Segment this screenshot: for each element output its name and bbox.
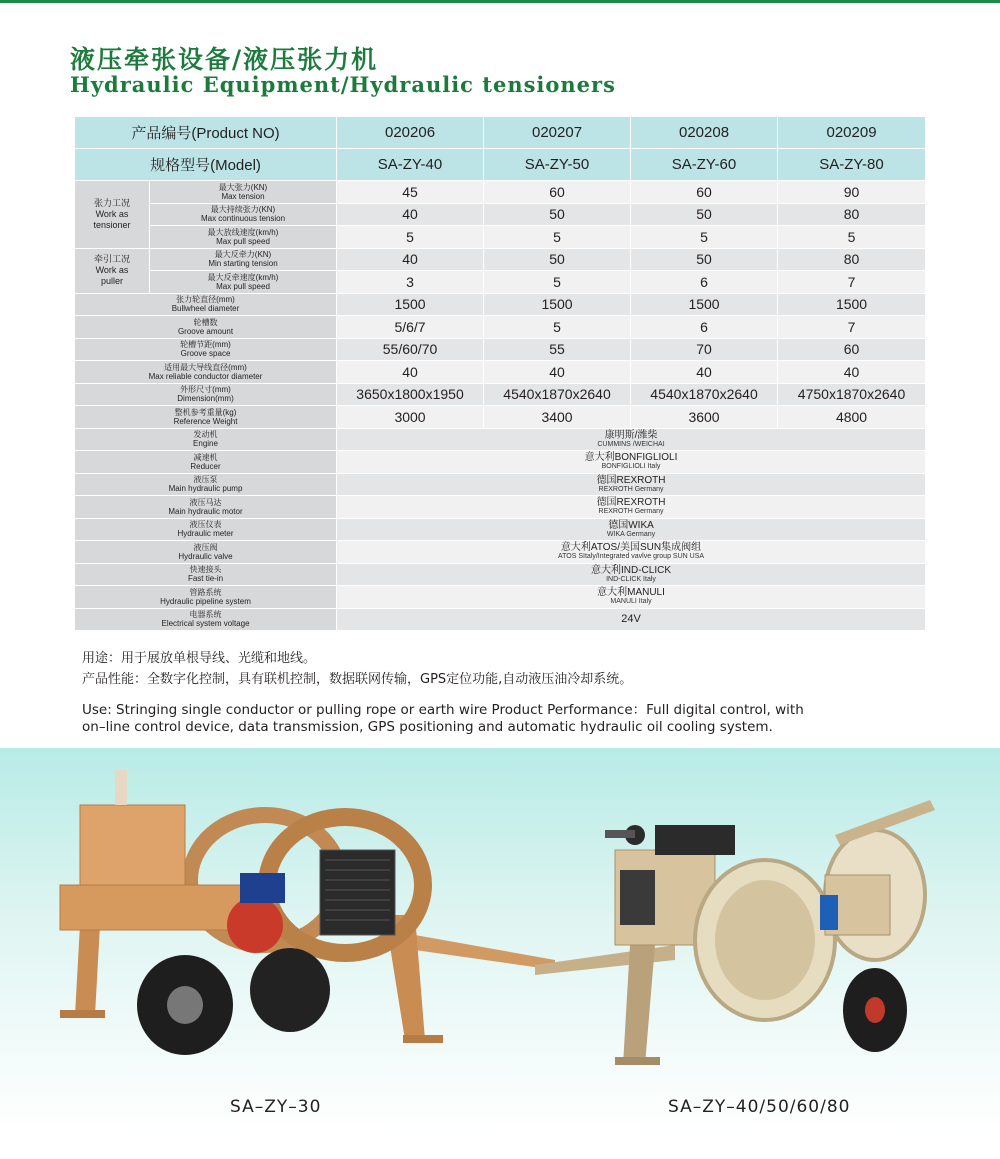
page-title-en: Hydraulic Equipment/Hydraulic tensioners [70, 72, 616, 97]
machine-sa-zy-40-80-image [535, 795, 945, 1075]
table-row [75, 293, 926, 316]
component-value-en: REXROTH Germany [598, 508, 664, 516]
row-label-cn: 整机参考重量(kg) [174, 407, 237, 417]
row-label-cn: 适用最大导线直径(mm) [164, 362, 247, 372]
header-row-product-no [75, 117, 926, 149]
value-cell: 5 [778, 226, 926, 249]
table-row [75, 451, 926, 474]
value-cell: 60 [484, 181, 631, 204]
table-row [75, 608, 926, 631]
row-label-en: Bullwheel diameter [171, 304, 240, 314]
value-cell: 40 [778, 361, 926, 384]
row-label-en: Max pull speed [216, 281, 270, 291]
value-cell: 4800 [778, 406, 926, 429]
row-label [75, 428, 337, 451]
value-cell: 90 [778, 181, 926, 204]
table-row [75, 496, 926, 519]
value-cell: 50 [631, 203, 778, 226]
value-cell: 3 [337, 271, 484, 294]
usage-text-cn: 用途：用于展放单根导线、光缆和地线。 [82, 651, 317, 666]
table-row [75, 473, 926, 496]
row-label-cn: 减速机 [193, 452, 218, 462]
row-label-en: Max reliable conductor diameter [148, 371, 263, 381]
model-cell: SA-ZY-80 [778, 149, 926, 181]
row-label [75, 473, 337, 496]
group-label-en: Work as [95, 208, 129, 219]
value-cell: 6 [631, 316, 778, 339]
table-row [75, 181, 926, 204]
product-no-cell: 020207 [484, 117, 631, 149]
value-cell: 3600 [631, 406, 778, 429]
row-label-en: Hydraulic valve [178, 551, 233, 561]
row-label-en: Min starting tension [208, 259, 278, 269]
row-label [75, 451, 337, 474]
table-row [75, 541, 926, 564]
row-label-cn: 轮槽节距(mm) [180, 340, 231, 350]
group-tensioner [75, 181, 150, 249]
component-cell [337, 586, 926, 609]
row-label-cn: 液压仪表 [189, 520, 222, 530]
row-label-cn: 最大反牵速度(km/h) [207, 272, 279, 282]
table-row [75, 271, 926, 294]
row-label-en: Hydraulic pipeline system [160, 596, 251, 606]
voltage-cell: 24V [337, 608, 926, 631]
row-label-cn: 管路系统 [189, 587, 222, 597]
product-no-cell: 020206 [337, 117, 484, 149]
table-row [75, 383, 926, 406]
component-cell [337, 496, 926, 519]
table-row [75, 518, 926, 541]
row-label [75, 586, 337, 609]
value-cell: 70 [631, 338, 778, 361]
row-label [75, 563, 337, 586]
product-no-cell: 020208 [631, 117, 778, 149]
value-cell: 45 [337, 181, 484, 204]
table-row [75, 248, 926, 271]
component-value-cn: 意大利MANULI [597, 587, 665, 599]
row-label-en: Main hydraulic motor [168, 506, 243, 516]
row-label [75, 361, 337, 384]
row-label [150, 248, 337, 271]
row-label [75, 338, 337, 361]
component-value-en: ATOS SItaly/Integrated vavlve group SUN USA [558, 553, 705, 561]
component-cell [337, 563, 926, 586]
caption-sa-zy-40-80: SA–ZY–40/50/60/80 [668, 1097, 851, 1117]
machine-sa-zy-30-image [55, 765, 575, 1065]
component-value-cn: 意大利BONFIGLIOLI [584, 452, 678, 464]
value-cell: 40 [337, 203, 484, 226]
row-label [150, 226, 337, 249]
group-puller [75, 248, 150, 293]
row-label-cn: 外形尺寸(mm) [180, 385, 231, 395]
table-row [75, 361, 926, 384]
component-value-en: CUMMINS /WEICHAI [597, 440, 665, 448]
table-row [75, 586, 926, 609]
component-value-en: IND-CLICK Italy [606, 575, 656, 583]
model-label: 规格型号(Model) [75, 149, 337, 181]
value-cell: 80 [778, 203, 926, 226]
model-cell: SA-ZY-60 [631, 149, 778, 181]
component-cell [337, 473, 926, 496]
row-label [150, 271, 337, 294]
row-label-cn: 液压马达 [189, 497, 222, 507]
value-cell: 1500 [337, 293, 484, 316]
value-cell: 5 [484, 316, 631, 339]
spec-table [74, 116, 926, 631]
component-value-cn: 康明斯/潍柴 [604, 429, 658, 441]
row-label-cn: 轮槽数 [193, 317, 218, 327]
row-label-cn: 电器系统 [189, 610, 222, 620]
value-cell: 60 [631, 181, 778, 204]
table-row [75, 338, 926, 361]
row-label [75, 608, 337, 631]
row-label-cn: 液压泵 [193, 475, 218, 485]
value-cell: 40 [337, 361, 484, 384]
row-label [150, 203, 337, 226]
component-value-cn: 意大利ATOS/美国SUN集成阀组 [560, 542, 702, 554]
value-cell: 6 [631, 271, 778, 294]
value-cell: 3400 [484, 406, 631, 429]
value-cell: 4540x1870x2640 [631, 383, 778, 406]
row-label-cn: 发动机 [193, 430, 218, 440]
row-label-cn: 张力轮直径(mm) [176, 295, 235, 305]
row-label-en: Fast tie-in [187, 574, 224, 584]
row-label-en: Max tension [221, 191, 265, 201]
value-cell: 40 [337, 248, 484, 271]
value-cell: 7 [778, 316, 926, 339]
row-label [75, 406, 337, 429]
value-cell: 5 [337, 226, 484, 249]
value-cell: 4540x1870x2640 [484, 383, 631, 406]
row-label-en: Max pull speed [216, 236, 270, 246]
component-value-cn: 德国WIKA [608, 519, 654, 531]
group-label-en: puller [100, 276, 123, 286]
row-label-en: Hydraulic meter [177, 529, 234, 539]
value-cell: 55 [484, 338, 631, 361]
product-no-label: 产品编号(Product NO) [75, 117, 337, 149]
row-label [75, 541, 337, 564]
component-value-cn: 德国REXROTH [596, 497, 666, 509]
row-label-en: Groove space [180, 349, 231, 359]
value-cell: 40 [631, 361, 778, 384]
caption-sa-zy-30: SA–ZY–30 [230, 1097, 322, 1117]
value-cell: 5 [631, 226, 778, 249]
row-label-cn: 最大放线速度(km/h) [207, 227, 279, 237]
row-label [75, 518, 337, 541]
row-label-en: Reducer [190, 461, 221, 471]
table-row [75, 406, 926, 429]
component-cell [337, 541, 926, 564]
row-label-en: Reference Weight [173, 416, 238, 426]
value-cell: 40 [484, 361, 631, 384]
value-cell: 5/6/7 [337, 316, 484, 339]
row-label-en: Max continuous tension [200, 214, 286, 224]
row-label [150, 181, 337, 204]
table-row [75, 428, 926, 451]
header-row-model [75, 149, 926, 181]
value-cell: 80 [778, 248, 926, 271]
table-row [75, 226, 926, 249]
row-label-en: Dimension(mm) [177, 394, 234, 404]
product-no-cell: 020209 [778, 117, 926, 149]
component-value-en: BONFIGLIOLI Italy [601, 463, 661, 471]
component-value-en: MANULI Italy [610, 598, 652, 606]
value-cell: 1500 [778, 293, 926, 316]
component-value-cn: 意大利IND-CLICK [591, 564, 672, 576]
model-cell: SA-ZY-50 [484, 149, 631, 181]
row-label-en: Groove amount [177, 326, 234, 336]
row-label-en: Main hydraulic pump [168, 484, 243, 494]
value-cell: 55/60/70 [337, 338, 484, 361]
component-value-en: REXROTH Germany [598, 485, 664, 493]
component-cell [337, 518, 926, 541]
row-label [75, 293, 337, 316]
group-label-en: Work as [95, 265, 129, 275]
value-cell: 60 [778, 338, 926, 361]
value-cell: 50 [631, 248, 778, 271]
value-cell: 7 [778, 271, 926, 294]
performance-text-cn: 产品性能：全数字化控制，具有联机控制，数据联网传输，GPS定位功能,自动液压油冷却系统。 [82, 672, 633, 687]
value-cell: 5 [484, 226, 631, 249]
value-cell: 1500 [631, 293, 778, 316]
description-text-en: on–line control device, data transmission, GPS positioning and automatic hydraulic oil cooling system. [82, 719, 773, 735]
group-label-cn: 张力工况 [93, 197, 130, 208]
description-text-en: Use: Stringing single conductor or pulling rope or earth wire Product Performance：Full digital control, with [82, 702, 804, 718]
row-label-en: Engine [193, 439, 218, 449]
row-label [75, 383, 337, 406]
value-cell: 3650x1800x1950 [337, 383, 484, 406]
table-row [75, 316, 926, 339]
value-cell: 4750x1870x2640 [778, 383, 926, 406]
component-value-cn: 德国REXROTH [596, 474, 666, 486]
row-label-cn: 液压阀 [193, 542, 218, 552]
value-cell: 5 [484, 271, 631, 294]
table-row [75, 563, 926, 586]
value-cell: 50 [484, 203, 631, 226]
row-label-cn: 快速接头 [189, 565, 222, 575]
component-cell [337, 451, 926, 474]
component-cell [337, 428, 926, 451]
page-title-cn: 液压牵张设备/液压张力机 [70, 45, 379, 74]
row-label [75, 496, 337, 519]
row-label [75, 316, 337, 339]
value-cell: 50 [484, 248, 631, 271]
row-label-cn: 最大持续张力(KN) [210, 205, 276, 215]
model-cell: SA-ZY-40 [337, 149, 484, 181]
row-label-cn: 最大张力(KN) [218, 182, 268, 192]
row-label-en: Electrical system voltage [161, 619, 250, 629]
group-label-cn: 牵引工况 [93, 254, 130, 264]
component-value-en: WIKA Germany [606, 530, 656, 538]
top-rule [0, 0, 1000, 3]
group-label-en: tensioner [93, 219, 131, 230]
value-cell: 1500 [484, 293, 631, 316]
value-cell: 3000 [337, 406, 484, 429]
row-label-cn: 最大反牵力(KN) [214, 250, 272, 260]
table-row [75, 203, 926, 226]
